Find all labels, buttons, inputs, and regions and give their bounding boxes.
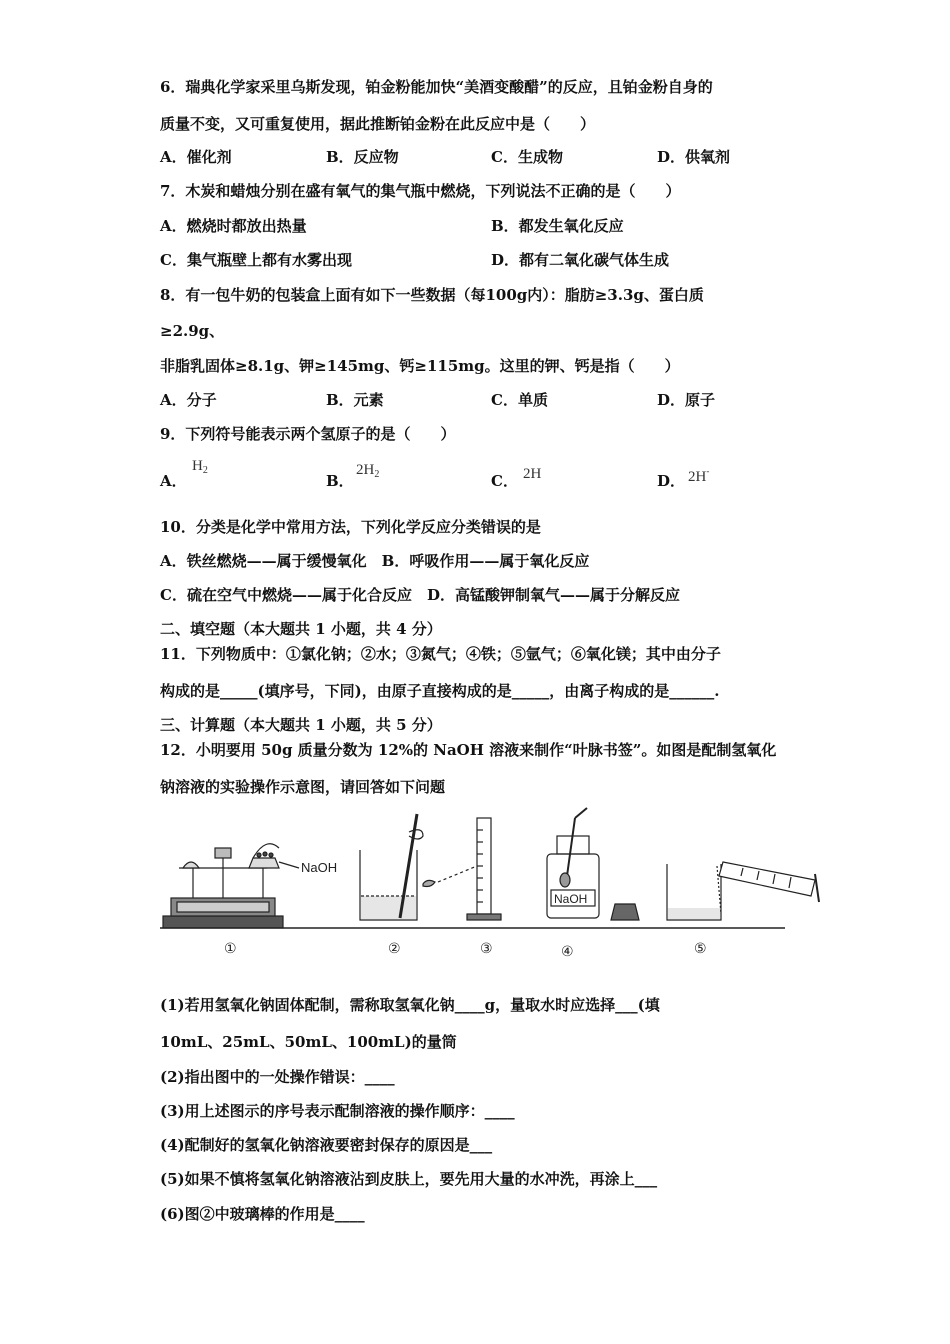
q11-stem-line2: 构成的是_____(填序号，下同)，由原子直接构成的是_____，由离子构成的是______. — [160, 682, 720, 700]
subquestion-6: (6)图②中玻璃棒的作用是____ — [160, 1205, 365, 1223]
q9-option-a-label: A． — [160, 472, 187, 490]
figure-label-1: ① — [224, 941, 237, 957]
q12-stem-line1: 12．小明要用 50g 质量分数为 12%的 NaOH 溶液来制作“叶脉书签”。如图是配制氢氧化 — [160, 741, 777, 759]
subquestion-5: (5)如果不慎将氢氧化钠溶液沾到皮肤上，要先用大量的水冲洗，再涂上___ — [160, 1170, 658, 1188]
q11-stem-line1: 11．下列物质中：①氯化钠；②水；③氮气；④铁；⑤氩气；⑥氧化镁；其中由分子 — [160, 645, 721, 663]
q8-option-a: A．分子 — [160, 391, 217, 409]
q7-option-a: A．燃烧时都放出热量 — [160, 217, 307, 235]
q8-stem-line1: 8．有一包牛奶的包装盒上面有如下一些数据（每100g内）：脂肪≥3.3g、蛋白质 — [160, 286, 704, 304]
q6-option-a: A．催化剂 — [160, 148, 232, 166]
figure-label-2: ② — [388, 941, 401, 957]
section2-title: 二、填空题（本大题共 1 小题，共 4 分） — [160, 620, 442, 638]
q8-stem-line3: 非脂乳固体≥8.1g、钾≥145mg、钙≥115mg。这里的钾、钙是指（ ） — [160, 357, 680, 375]
q10-stem: 10．分类是化学中常用方法，下列化学反应分类错误的是 — [160, 518, 541, 536]
q6-stem-line1: 6．瑞典化学家采里乌斯发现，铂金粉能加快“美酒变酸醋”的反应，且铂金粉自身的 — [160, 78, 713, 96]
q7-stem: 7．木炭和蜡烛分别在盛有氧气的集气瓶中燃烧，下列说法不正确的是（ ） — [160, 182, 681, 200]
subquestion-1-line2: 10mL、25mL、50mL、100mL)的量筒 — [160, 1033, 457, 1051]
q8-option-b: B．元素 — [326, 391, 384, 409]
subquestion-1-line1: (1)若用氢氧化钠固体配制，需称取氢氧化钠____g，量取水时应选择___(填 — [160, 996, 660, 1014]
balance-scale-drawing — [163, 844, 299, 928]
subquestion-2: (2)指出图中的一处操作错误：____ — [160, 1068, 395, 1086]
section3-title: 三、计算题（本大题共 1 小题，共 5 分） — [160, 716, 442, 734]
pouring-beaker-drawing — [667, 862, 819, 920]
naoh-pointer-label: NaOH — [301, 860, 338, 875]
q9-option-d-label: D． — [657, 472, 686, 490]
q7-option-d: D．都有二氧化碳气体生成 — [491, 251, 670, 269]
figure-label-5: ⑤ — [694, 941, 707, 957]
q6-stem-line2: 质量不变，又可重复使用，据此推断铂金粉在此反应中是（ ） — [160, 115, 596, 133]
bottle-label: NaOH — [554, 892, 588, 906]
beaker-stirring-drawing — [360, 814, 477, 920]
q6-option-b: B．反应物 — [326, 148, 399, 166]
q9-symbol-c: 2H — [523, 466, 542, 482]
q9-symbol-a: $H_2$ — [192, 458, 208, 476]
q9-option-c-label: C． — [491, 472, 518, 490]
q9-option-b-label: B． — [326, 472, 354, 490]
q6-option-d: D．供氧剂 — [657, 148, 731, 166]
q6-option-c: C．生成物 — [491, 148, 563, 166]
graduated-cylinder-drawing — [467, 818, 501, 920]
figure-label-4: ④ — [561, 944, 574, 960]
q10-options-ab: A．铁丝燃烧——属于缓慢氧化 B．呼吸作用——属于氧化反应 — [160, 552, 590, 570]
q9-stem: 9．下列符号能表示两个氢原子的是（ ） — [160, 425, 456, 443]
q8-option-c: C．单质 — [491, 391, 548, 409]
q8-option-d: D．原子 — [657, 391, 716, 409]
q7-option-b: B．都发生氧化反应 — [491, 217, 624, 235]
q12-stem-line2: 钠溶液的实验操作示意图，请回答如下问题 — [160, 778, 446, 796]
q7-option-c: C．集气瓶壁上都有水雾出现 — [160, 251, 352, 269]
q10-options-cd: C．硫在空气中燃烧——属于化合反应 D．高锰酸钾制氧气——属于分解反应 — [160, 586, 680, 604]
q8-stem-line2: ≥2.9g、 — [160, 322, 225, 340]
figure-label-3: ③ — [480, 941, 493, 957]
q9-symbol-d: 2H- — [688, 466, 710, 485]
experiment-figure — [155, 806, 835, 971]
q9-symbol-b: $2H_2$ — [356, 462, 380, 480]
subquestion-4: (4)配制好的氢氧化钠溶液要密封保存的原因是___ — [160, 1136, 493, 1154]
subquestion-3: (3)用上述图示的序号表示配制溶液的操作顺序：____ — [160, 1102, 515, 1120]
